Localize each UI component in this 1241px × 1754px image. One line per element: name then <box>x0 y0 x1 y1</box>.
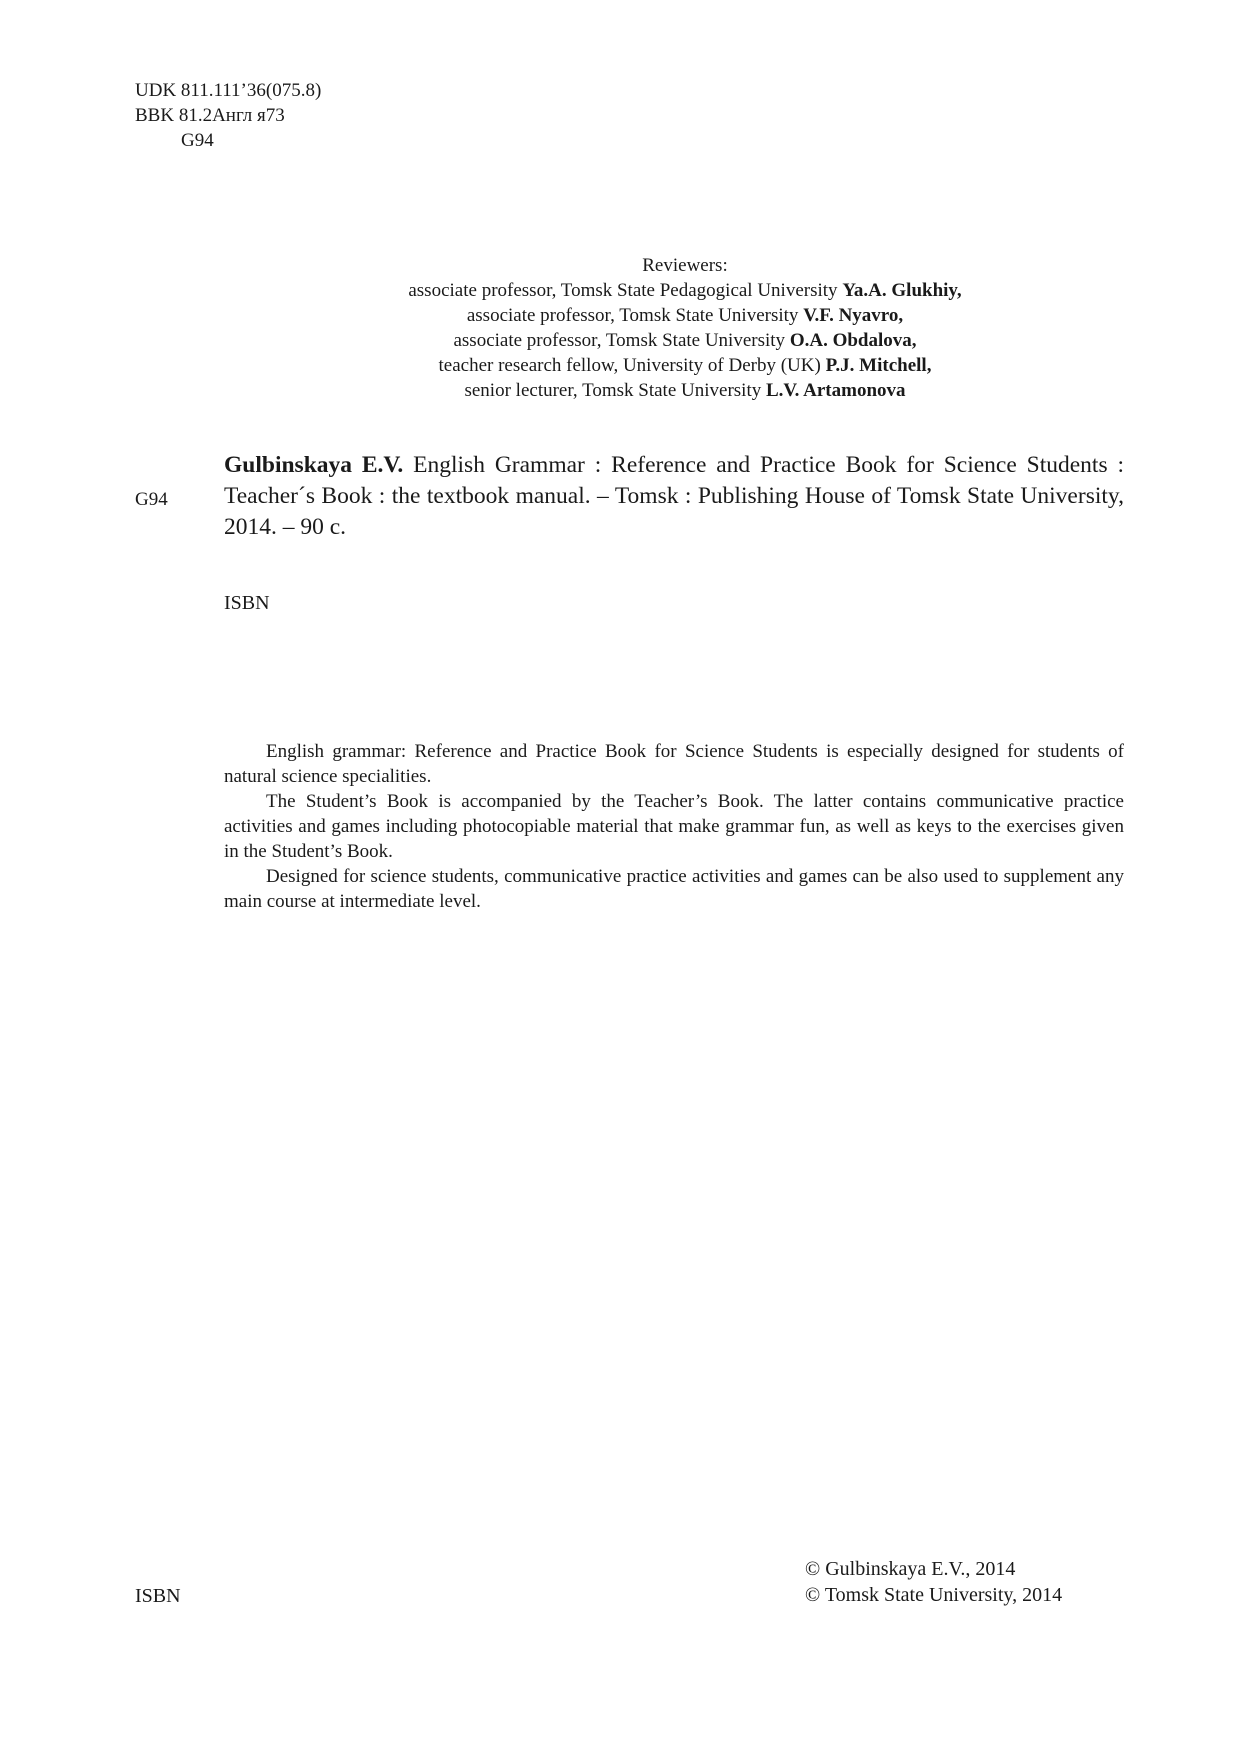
reviewer-position: teacher research fellow, University of Derby (UK) <box>438 355 826 376</box>
copyright-publisher: © Tomsk State University, 2014 <box>805 1584 1063 1606</box>
annotation-paragraph: Designed for science students, communicative practice activities and games can be also used to supplement any main course at intermediate level. <box>224 866 1124 912</box>
reviewer-line <box>230 378 1140 403</box>
reviewer-name: Ya.A. Glukhiy, <box>842 280 962 301</box>
classification-block <box>135 78 321 153</box>
author-mark: G94 <box>181 130 214 151</box>
isbn-label-bottom: ISBN <box>135 1585 181 1607</box>
catalog-author-mark: G94 <box>135 489 168 510</box>
reviewer-name: L.V. Artamonova <box>765 380 906 401</box>
reviewer-position: associate professor, Tomsk State University <box>453 330 790 351</box>
catalog-entry <box>224 450 1124 543</box>
reviewer-name: O.A. Obdalova, <box>789 330 917 351</box>
annotation-block <box>224 739 1124 914</box>
reviewer-position: senior lecturer, Tomsk State University <box>464 380 766 401</box>
catalog-description: English Grammar : Reference and Practice Book for Science Students : Teacher´s Book : the textbook manual. – Tomsk : Publishing House of Tomsk State University, 2014. – 90 c. <box>224 452 1124 540</box>
reviewer-line <box>230 353 1140 378</box>
copyright-block <box>805 1556 1062 1608</box>
reviewer-name: V.F. Nyavro, <box>803 305 904 326</box>
reviewer-position: associate professor, Tomsk State University <box>466 305 804 326</box>
isbn-label-top: ISBN <box>224 592 270 614</box>
catalog-author: Gulbinskaya E.V. <box>224 452 404 478</box>
reviewers-block <box>230 253 1140 403</box>
reviewer-line <box>230 328 1140 353</box>
annotation-paragraph: The Student’s Book is accompanied by the Teacher’s Book. The latter contains communicative practice activities and games including photocopiable material that make grammar fun, as well as keys to the exercises given in the Student’s Book. <box>224 791 1124 862</box>
bbk-code: BBK 81.2Англ я73 <box>135 105 285 126</box>
reviewer-position: associate professor, Tomsk State Pedagogical University <box>408 280 843 301</box>
reviewer-line <box>230 278 1140 303</box>
reviewer-line <box>230 303 1140 328</box>
copyright-author: © Gulbinskaya E.V., 2014 <box>805 1558 1016 1580</box>
reviewer-name: P.J. Mitchell, <box>825 355 932 376</box>
udk-code: UDK 811.111’36(075.8) <box>135 80 322 101</box>
annotation-paragraph: English grammar: Reference and Practice Book for Science Students is especially designed for students of natural science specialities. <box>224 741 1124 787</box>
reviewers-heading: Reviewers: <box>642 255 728 276</box>
